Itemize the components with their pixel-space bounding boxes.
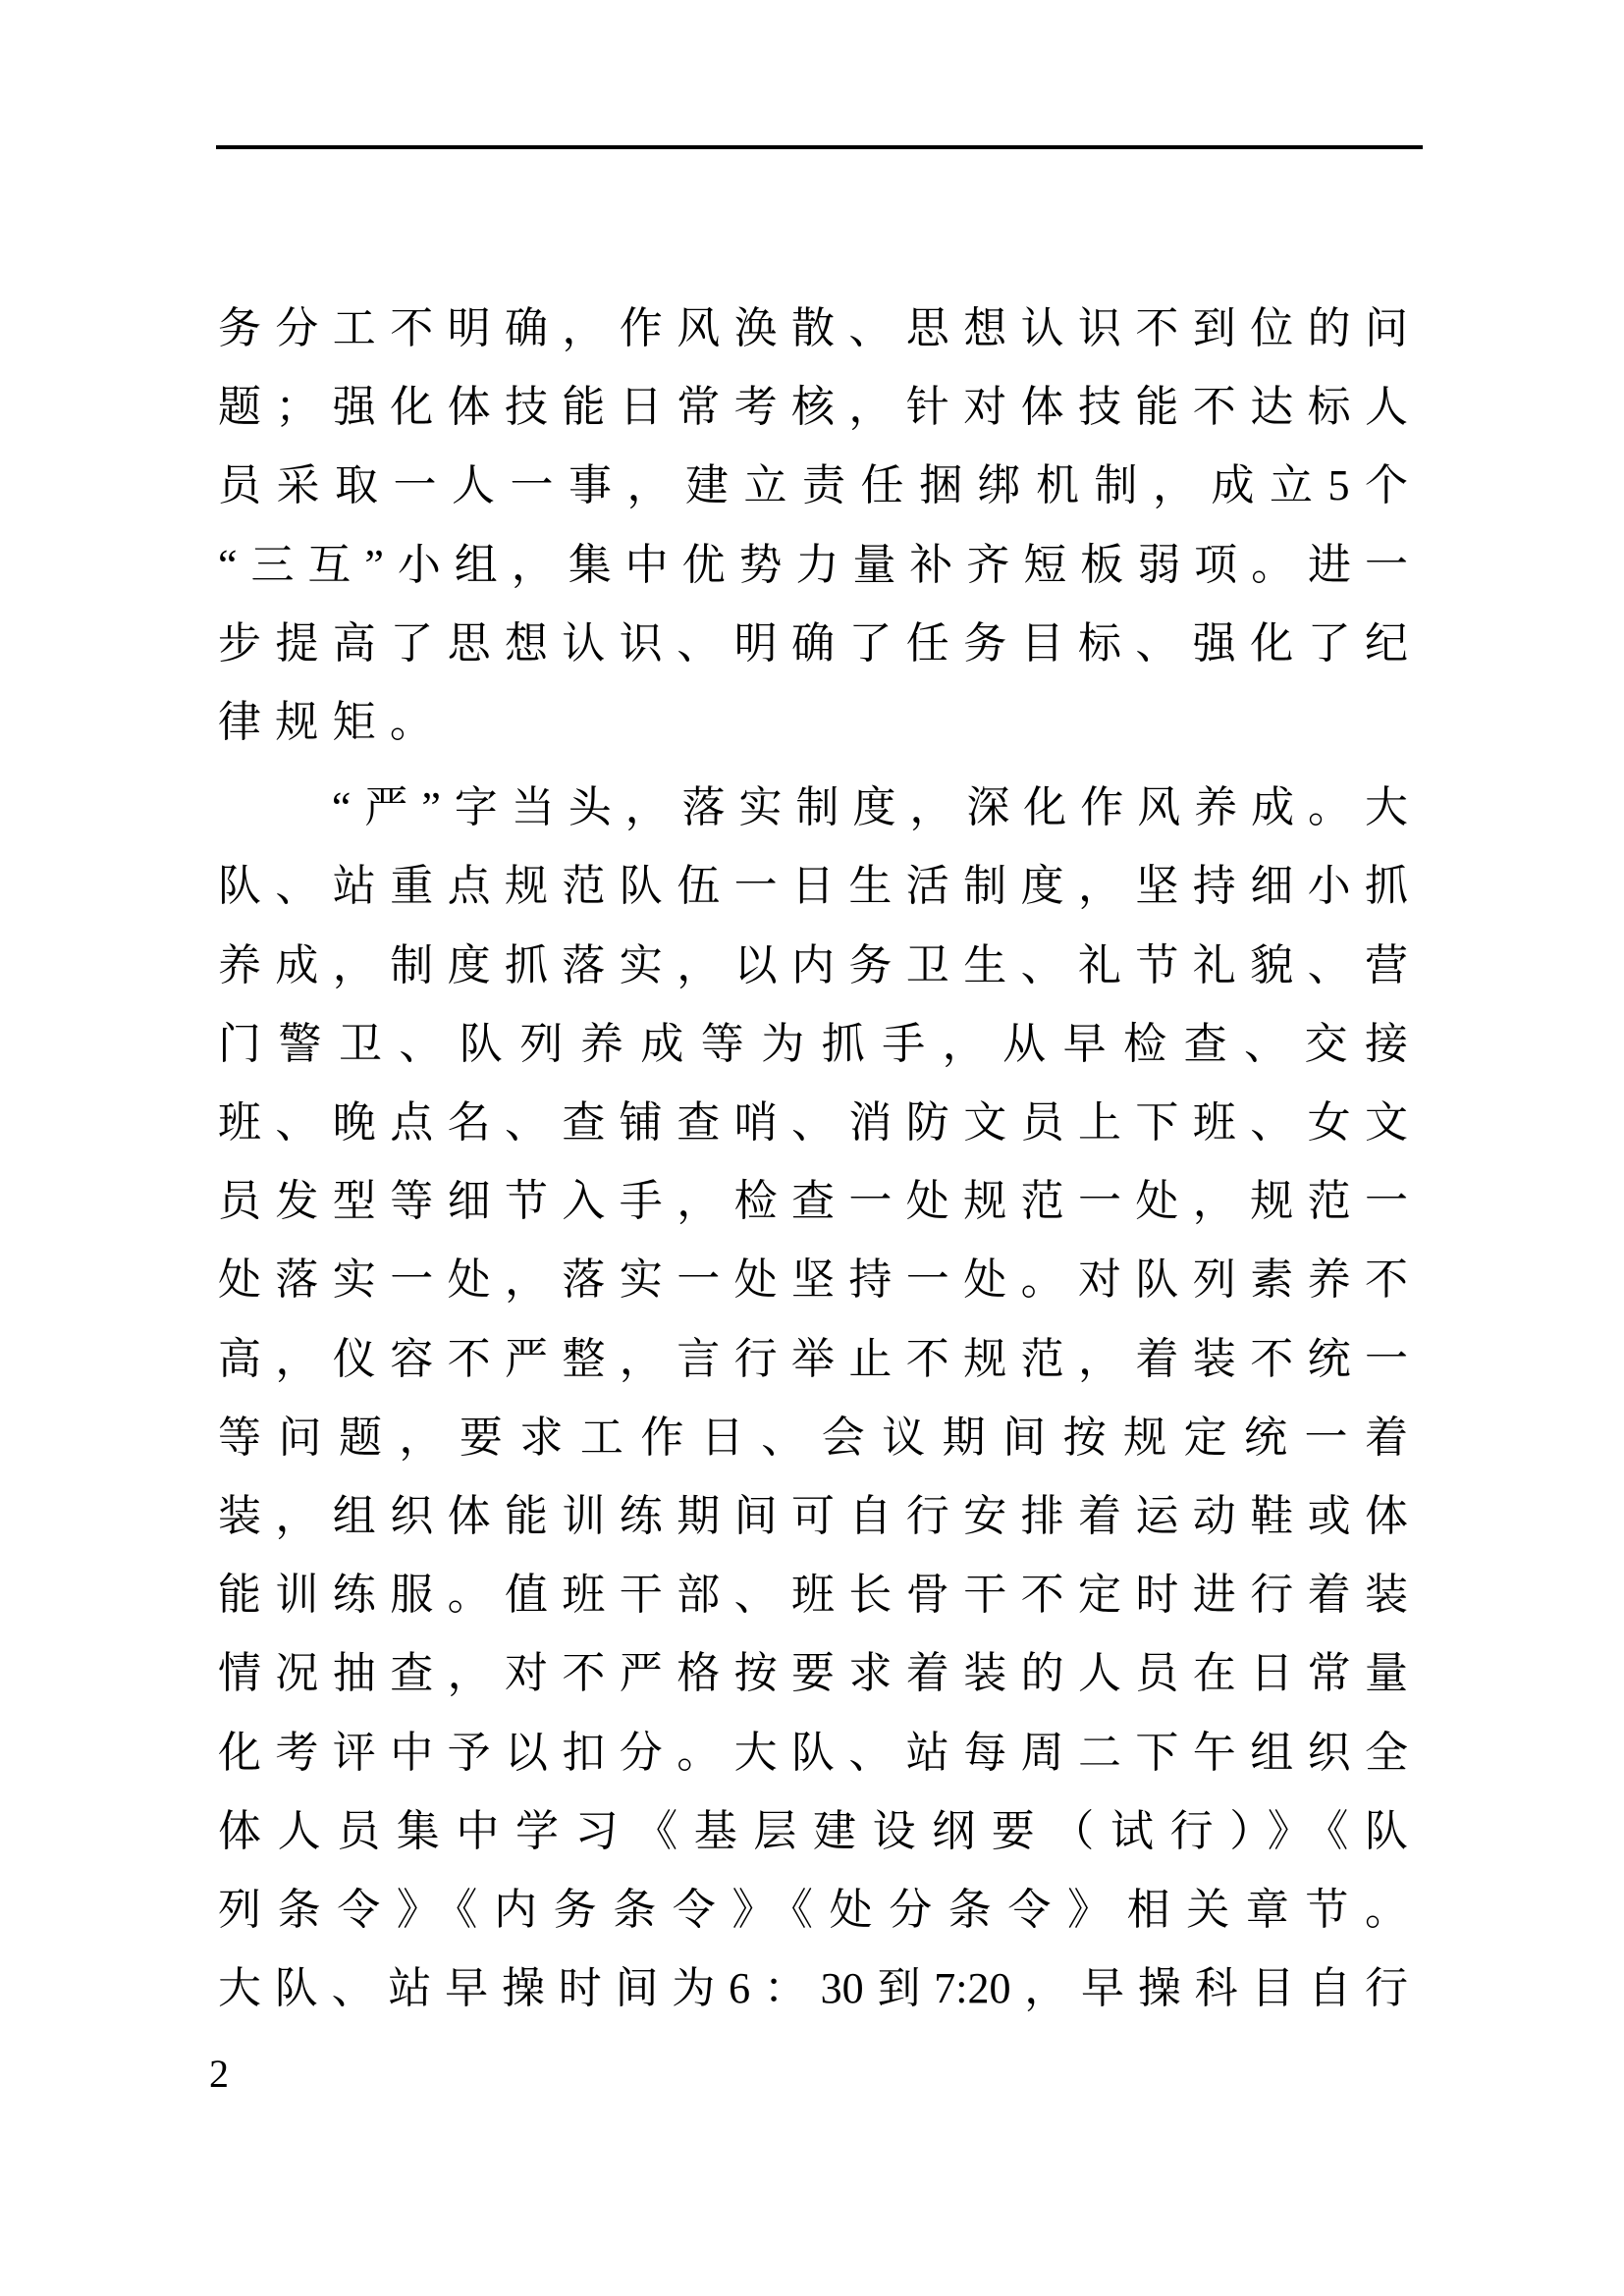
text-line: 列条令》《内务条令》《处分条令》相关章节。 xyxy=(218,1886,1408,1935)
text-line: 务分工不明确，作风涣散、思想认识不到位的问 xyxy=(218,304,1408,352)
text-line: 处落实一处，落实一处坚持一处。对队列素养不 xyxy=(218,1255,1408,1305)
text-line: 情况抽查，对不严格按要求着装的人员在日常量 xyxy=(218,1649,1408,1698)
text-line: 化考评中予以扣分。大队、站每周二下午组织全 xyxy=(218,1728,1408,1777)
text-line: 养成，制度抓落实，以内务卫生、礼节礼貌、营 xyxy=(218,940,1408,989)
text-line: 队、站重点规范队伍一日生活制度，坚持细小抓 xyxy=(218,862,1408,911)
text-line: 体人员集中学习《基层建设纲要（试行）》《队 xyxy=(218,1806,1408,1855)
text-line: 大队、站早操时间为6：30到7:20，早操科目自行 xyxy=(218,1964,1408,2013)
header-rule xyxy=(216,145,1423,149)
text-line: 班、晚点名、查铺查哨、消防文员上下班、女文 xyxy=(218,1098,1408,1148)
text-line: 题；强化体技能日常考核，针对体技能不达标人 xyxy=(218,383,1408,432)
text-line: 高，仪容不严整，言行举止不规范，着装不统一 xyxy=(218,1334,1408,1383)
text-line: 员发型等细节入手，检查一处规范一处，规范一 xyxy=(218,1177,1408,1226)
body-text xyxy=(218,290,1408,2028)
text-line: “严”字当头，落实制度，深化作风养成。大 xyxy=(218,783,1408,832)
text-line: 装，组织体能训练期间可自行安排着运动鞋或体 xyxy=(218,1492,1408,1541)
text-line: 等问题，要求工作日、会议期间按规定统一着 xyxy=(218,1413,1408,1462)
page-number: 2 xyxy=(209,2052,229,2096)
text-line: 能训练服。值班干部、班长骨干不定时进行着装 xyxy=(218,1571,1408,1620)
text-line: “三互”小组，集中优势力量补齐短板弱项。进一 xyxy=(218,540,1408,589)
text-line: 员采取一人一事，建立责任捆绑机制，成立5个 xyxy=(218,461,1408,510)
paragraph-2 xyxy=(218,769,1408,2028)
text-line: 律规矩。 xyxy=(218,698,448,747)
text-line: 步提高了思想认识、明确了任务目标、强化了纪 xyxy=(218,618,1408,667)
paragraph-1 xyxy=(218,290,1408,762)
text-line: 门警卫、队列养成等为抓手，从早检查、交接 xyxy=(218,1019,1408,1068)
